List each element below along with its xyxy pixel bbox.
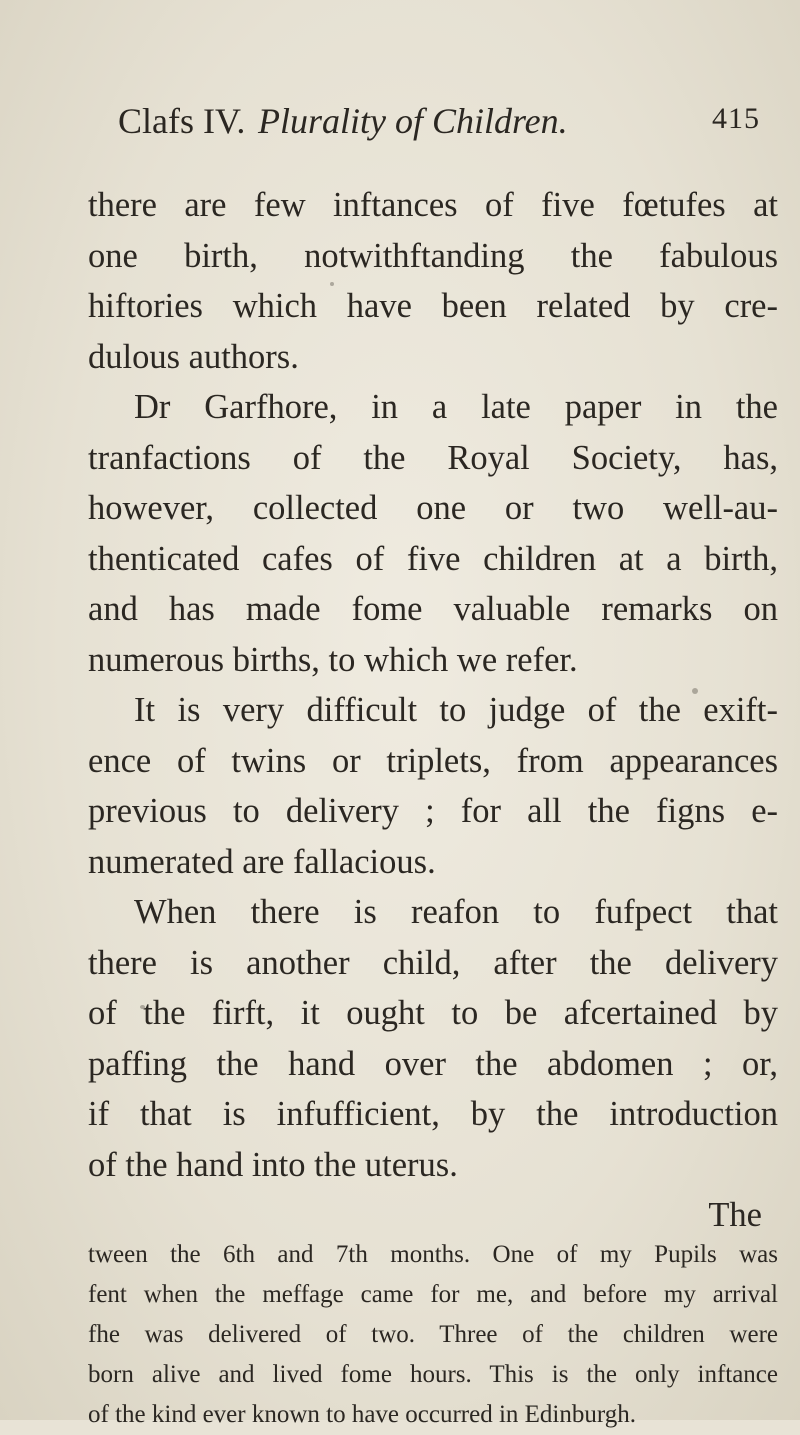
text-line: of the firft, it ought to be afcertained by bbox=[88, 994, 778, 1032]
text-line: and has made fome valuable remarks on bbox=[88, 590, 778, 628]
footnote-line: of the kind ever known to have occurred in Edinburgh. bbox=[88, 1401, 636, 1428]
text-line: of the hand into the uterus. bbox=[88, 1145, 458, 1184]
text-line: if that is infufficient, by the introduction bbox=[88, 1095, 778, 1133]
ink-speck bbox=[140, 1005, 145, 1009]
text-line: previous to delivery ; for all the figns e- bbox=[88, 792, 778, 830]
text-line: numerated are fallacious. bbox=[88, 842, 436, 881]
footnote-line: born alive and lived fome hours. This is the only inftance bbox=[88, 1361, 778, 1388]
ink-speck bbox=[692, 688, 698, 694]
ink-speck bbox=[330, 282, 334, 286]
running-title: Plurality of Children. bbox=[258, 101, 568, 141]
text-line: thenticated cafes of five children at a birth, bbox=[88, 539, 778, 578]
paragraph-start: When there is reafon to fufpect that bbox=[134, 893, 778, 931]
text-line: one birth, notwithftanding the fabulous bbox=[88, 236, 778, 275]
text-line: there are few inftances of five fœtufes at bbox=[88, 186, 778, 224]
text-line: ence of twins or triplets, from appearances bbox=[88, 741, 778, 780]
text-line: tranfactions of the Royal Society, has, bbox=[88, 438, 778, 477]
text-line: there is another child, after the delivery bbox=[88, 943, 778, 982]
text-line: numerous births, to which we refer. bbox=[88, 640, 578, 679]
page-number: 415 bbox=[712, 102, 760, 135]
text-line: paffing the hand over the abdomen ; or, bbox=[88, 1044, 778, 1083]
footnote-line: fhe was delivered of two. Three of the children were bbox=[88, 1321, 778, 1348]
footnote bbox=[88, 1235, 778, 1435]
chapter-heading: Clafs IV. bbox=[118, 101, 246, 141]
catchword: The bbox=[708, 1196, 762, 1234]
main-text bbox=[88, 180, 778, 1241]
running-header bbox=[118, 100, 760, 160]
text-line: however, collected one or two well-au- bbox=[88, 489, 778, 527]
footnote-line: tween the 6th and 7th months. One of my Pupils was bbox=[88, 1241, 778, 1268]
text-line: hiftories which have been related by cre- bbox=[88, 287, 778, 325]
text-line: dulous authors. bbox=[88, 337, 299, 376]
paragraph-start: Dr Garfhore, in a late paper in the bbox=[134, 388, 778, 426]
footnote-line: fent when the meffage came for me, and before my arrival bbox=[88, 1281, 778, 1308]
paragraph-start: It is very difficult to judge of the exift- bbox=[134, 691, 778, 729]
